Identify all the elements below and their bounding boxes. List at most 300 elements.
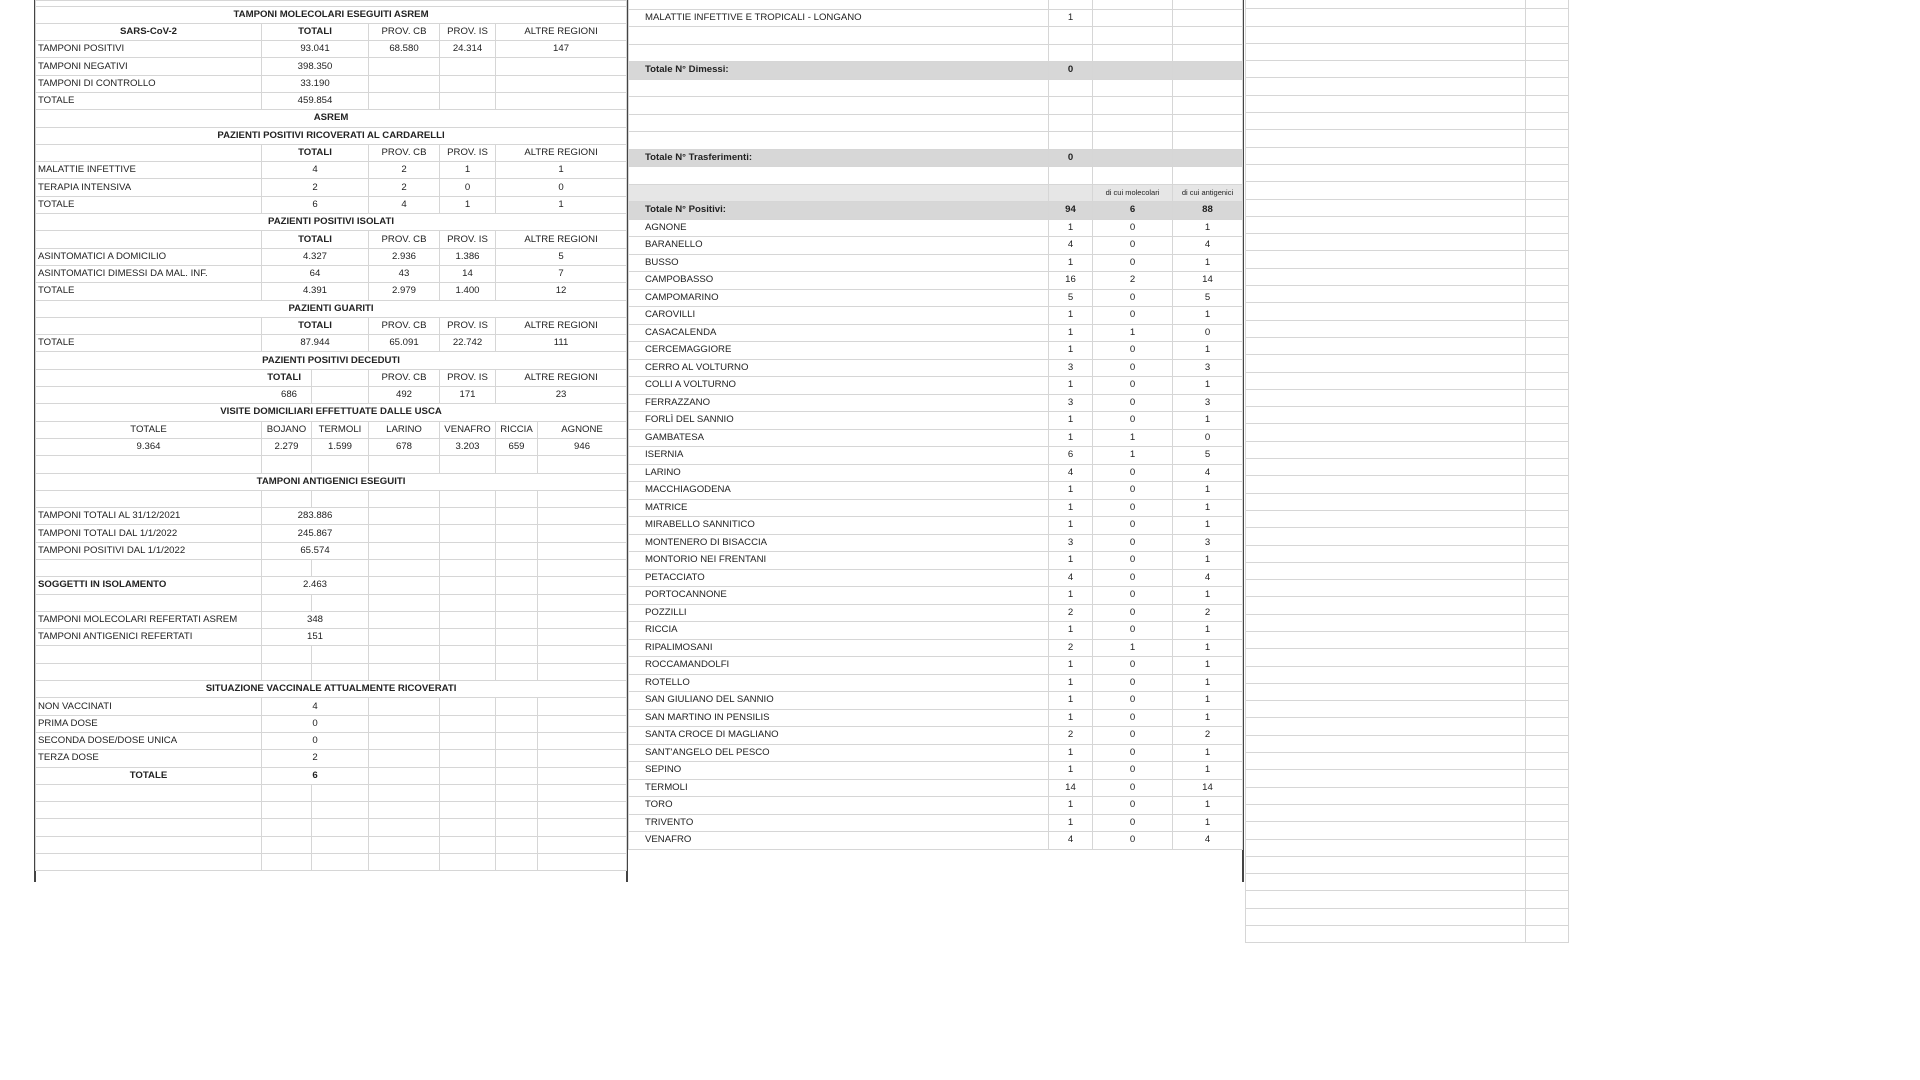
comune-antigenici: 1: [1173, 254, 1243, 272]
cell-value: 12: [496, 283, 627, 300]
empty-row: [1246, 926, 1569, 943]
col-header-prov-cb: PROV. CB: [369, 23, 440, 40]
empty-row: [1246, 666, 1569, 683]
comune-name: ROTELLO: [629, 674, 1049, 692]
ricoverati-header-row: [36, 144, 627, 161]
comune-name: PORTOCANNONE: [629, 587, 1049, 605]
comune-molecolari: 0: [1093, 499, 1173, 517]
comune-total: 1: [1049, 517, 1093, 535]
table-row: [629, 0, 1243, 9]
empty-row: [1246, 234, 1569, 251]
molecolari-header-row: [36, 23, 627, 40]
comune-antigenici: 1: [1173, 657, 1243, 675]
comune-antigenici: 0: [1173, 429, 1243, 447]
cell-value: 87.944: [262, 335, 369, 352]
table-row: [36, 265, 627, 282]
comune-row: [629, 412, 1243, 430]
comune-row: [629, 324, 1243, 342]
comune-antigenici: 1: [1173, 674, 1243, 692]
cell-value: 22.742: [440, 335, 496, 352]
positivi-molecolari: 6: [1093, 202, 1173, 220]
comune-antigenici: 14: [1173, 779, 1243, 797]
comune-molecolari: 0: [1093, 342, 1173, 360]
comune-name: ISERNIA: [629, 447, 1049, 465]
cell-value: 65.091: [369, 335, 440, 352]
comune-total: 1: [1049, 412, 1093, 430]
positivi-total: 94: [1049, 202, 1093, 220]
table-row: [36, 611, 627, 628]
comune-antigenici: 1: [1173, 482, 1243, 500]
empty-row: [36, 854, 627, 871]
comune-antigenici: 1: [1173, 377, 1243, 395]
comune-name: CERCEMAGGIORE: [629, 342, 1049, 360]
comune-antigenici: 4: [1173, 464, 1243, 482]
comune-total: 1: [1049, 657, 1093, 675]
empty-row: [36, 594, 627, 611]
deceduti-title-row: [36, 352, 627, 369]
comune-name: CAROVILLI: [629, 307, 1049, 325]
cell-value: 1: [440, 196, 496, 213]
virus-label: SARS-CoV-2: [36, 23, 262, 40]
comune-name: BUSSO: [629, 254, 1049, 272]
empty-row: [1246, 303, 1569, 320]
cell-value: 659: [496, 438, 538, 455]
comune-name: MONTORIO NEI FRENTANI: [629, 552, 1049, 570]
comune-row: [629, 552, 1243, 570]
col-header-termoli: TERMOLI: [312, 421, 369, 438]
isolamento-row: [36, 577, 627, 594]
comune-total: 1: [1049, 219, 1093, 237]
cell-value: 2.936: [369, 248, 440, 265]
col-header-prov-is: PROV. IS: [440, 317, 496, 334]
col-header-totali: TOTALI: [262, 231, 369, 248]
comune-antigenici: 5: [1173, 289, 1243, 307]
comune-antigenici: 1: [1173, 342, 1243, 360]
empty-row: [1246, 113, 1569, 130]
table-row: [36, 92, 627, 109]
comune-total: 6: [1049, 447, 1093, 465]
comune-molecolari: 1: [1093, 639, 1173, 657]
col-header-altre-regioni: ALTRE REGIONI: [496, 231, 627, 248]
empty-row: [1246, 372, 1569, 389]
empty-row: [1246, 424, 1569, 441]
comune-row: [629, 674, 1243, 692]
empty-row: [1246, 649, 1569, 666]
comune-molecolari: 0: [1093, 797, 1173, 815]
cell-value: 4.327: [262, 248, 369, 265]
row-label: TAMPONI MOLECOLARI REFERTATI ASREM: [36, 611, 262, 628]
empty-row: [629, 167, 1243, 185]
cell-value: 348: [262, 611, 369, 628]
asrem-row: [36, 110, 627, 127]
empty-row: [1246, 804, 1569, 821]
comune-row: [629, 727, 1243, 745]
comune-row: [629, 289, 1243, 307]
comune-molecolari: 0: [1093, 412, 1173, 430]
comune-total: 2: [1049, 727, 1093, 745]
table-row: [36, 629, 627, 646]
comune-antigenici: 1: [1173, 797, 1243, 815]
col-header-totali: TOTALI: [262, 144, 369, 161]
comune-name: RICCIA: [629, 622, 1049, 640]
empty-row: [1246, 701, 1569, 718]
col-header-totale: TOTALE: [36, 421, 262, 438]
left-report-sheet: [35, 0, 626, 882]
cell-value: 245.867: [262, 525, 369, 542]
right-report-table: [628, 0, 1243, 850]
cell-value: 2: [369, 179, 440, 196]
deceduti-header-row: [36, 369, 627, 386]
comune-name: CAMPOMARINO: [629, 289, 1049, 307]
comune-molecolari: 0: [1093, 569, 1173, 587]
visite-header-row: [36, 421, 627, 438]
cell-value: 64: [262, 265, 369, 282]
col-header-prov-is: PROV. IS: [440, 369, 496, 386]
empty-row: [1246, 874, 1569, 891]
col-header-altre-regioni: ALTRE REGIONI: [496, 23, 627, 40]
empty-row: [1246, 268, 1569, 285]
isolamento-value: 2.463: [262, 577, 369, 594]
row-label: TAMPONI TOTALI AL 31/12/2021: [36, 508, 262, 525]
comune-molecolari: 0: [1093, 219, 1173, 237]
cell-value: 2: [262, 179, 369, 196]
comune-antigenici: 4: [1173, 569, 1243, 587]
empty-row: [629, 44, 1243, 62]
comune-row: [629, 779, 1243, 797]
empty-row: [1246, 614, 1569, 631]
row-label: NON VACCINATI: [36, 698, 262, 715]
comune-name: BARANELLO: [629, 237, 1049, 255]
cell-value: 1.400: [440, 283, 496, 300]
comune-molecolari: 2: [1093, 272, 1173, 290]
comune-row: [629, 744, 1243, 762]
table-row: [36, 715, 627, 732]
comune-row: [629, 709, 1243, 727]
comune-row: [629, 832, 1243, 850]
cell-value: 33.190: [262, 75, 369, 92]
empty-row: [36, 819, 627, 836]
cell-value: 7: [496, 265, 627, 282]
col-header-agnone: AGNONE: [538, 421, 627, 438]
comune-total: 1: [1049, 814, 1093, 832]
comune-molecolari: 0: [1093, 359, 1173, 377]
cell-value: 24.314: [440, 41, 496, 58]
table-row: [36, 698, 627, 715]
comune-name: AGNONE: [629, 219, 1049, 237]
empty-row: [1246, 718, 1569, 735]
comune-total: 1: [1049, 622, 1093, 640]
comune-total: 4: [1049, 237, 1093, 255]
cell-value: 14: [440, 265, 496, 282]
cell-value: 9.364: [36, 438, 262, 455]
cell-value: 0: [262, 715, 369, 732]
col-header-prov-cb: PROV. CB: [369, 231, 440, 248]
empty-row: [36, 646, 627, 663]
comune-name: GAMBATESA: [629, 429, 1049, 447]
trasferimenti-label: Totale N° Trasferimenti:: [629, 149, 1049, 167]
comune-name: VENAFRO: [629, 832, 1049, 850]
cell-value: 678: [369, 438, 440, 455]
comune-total: 1: [1049, 377, 1093, 395]
cell-value: 4: [262, 698, 369, 715]
empty-row: [36, 456, 627, 473]
dimessi-label: Totale N° Dimessi:: [629, 62, 1049, 80]
comune-name: TORO: [629, 797, 1049, 815]
cell-value: 946: [538, 438, 627, 455]
empty-row: [1246, 891, 1569, 908]
vaccinale-total-label: TOTALE: [36, 767, 262, 784]
comune-name: SAN GIULIANO DEL SANNIO: [629, 692, 1049, 710]
empty-row: [36, 490, 627, 507]
ricoverati-title-row: [36, 127, 627, 144]
longano-row: [629, 9, 1243, 27]
table-row: [36, 750, 627, 767]
comune-name: POZZILLI: [629, 604, 1049, 622]
comune-name: CERRO AL VOLTURNO: [629, 359, 1049, 377]
comune-total: 4: [1049, 569, 1093, 587]
cell-value: 492: [369, 387, 440, 404]
row-label: TERZA DOSE: [36, 750, 262, 767]
cell-value: 23: [496, 387, 627, 404]
cell-value: 93.041: [262, 41, 369, 58]
empty-row: [629, 132, 1243, 150]
comune-name: FERRAZZANO: [629, 394, 1049, 412]
empty-row: [1246, 839, 1569, 856]
empty-row: [1246, 199, 1569, 216]
col-header-prov-is: PROV. IS: [440, 23, 496, 40]
comune-row: [629, 464, 1243, 482]
dimessi-value: 0: [1049, 62, 1093, 80]
comune-total: 1: [1049, 307, 1093, 325]
row-label: ASINTOMATICI DIMESSI DA MAL. INF.: [36, 265, 262, 282]
comune-antigenici: 1: [1173, 517, 1243, 535]
comune-row: [629, 377, 1243, 395]
cell-value: 4: [369, 196, 440, 213]
col-header-bojano: BOJANO: [262, 421, 312, 438]
row-label: TOTALE: [36, 92, 262, 109]
empty-row: [1246, 130, 1569, 147]
comune-row: [629, 499, 1243, 517]
comune-row: [629, 517, 1243, 535]
comune-antigenici: 3: [1173, 359, 1243, 377]
vaccinale-title-row: [36, 681, 627, 698]
comune-total: 3: [1049, 534, 1093, 552]
cell-value: 4: [262, 162, 369, 179]
asrem-label: ASREM: [36, 110, 627, 127]
comune-row: [629, 639, 1243, 657]
row-label: TAMPONI TOTALI DAL 1/1/2022: [36, 525, 262, 542]
empty-row: [1246, 78, 1569, 95]
comune-molecolari: 0: [1093, 762, 1173, 780]
comune-antigenici: 1: [1173, 709, 1243, 727]
comune-row: [629, 762, 1243, 780]
table-row: [36, 179, 627, 196]
cell-value: 398.350: [262, 58, 369, 75]
cell-value: 2: [262, 750, 369, 767]
cell-value: 0: [440, 179, 496, 196]
table-row: [36, 438, 627, 455]
antigenici-title: TAMPONI ANTIGENICI ESEGUITI: [36, 473, 627, 490]
comune-row: [629, 692, 1243, 710]
comune-row: [629, 272, 1243, 290]
empty-row: [1246, 251, 1569, 268]
comune-antigenici: 1: [1173, 552, 1243, 570]
comune-total: 1: [1049, 587, 1093, 605]
comune-antigenici: 1: [1173, 814, 1243, 832]
comune-row: [629, 254, 1243, 272]
row-label: TAMPONI ANTIGENICI REFERTATI: [36, 629, 262, 646]
row-label: MALATTIE INFETTIVE: [36, 162, 262, 179]
table-row: [36, 162, 627, 179]
guariti-title-row: [36, 300, 627, 317]
comune-total: 1: [1049, 482, 1093, 500]
comune-molecolari: 0: [1093, 744, 1173, 762]
comune-molecolari: 1: [1093, 447, 1173, 465]
vaccinale-title: SITUAZIONE VACCINALE ATTUALMENTE RICOVERATI: [36, 681, 627, 698]
comune-name: MONTENERO DI BISACCIA: [629, 534, 1049, 552]
empty-row: [1246, 510, 1569, 527]
comune-total: 1: [1049, 499, 1093, 517]
col-header-totali: TOTALI: [262, 23, 369, 40]
table-row: [36, 58, 627, 75]
antigenici-title-row: [36, 473, 627, 490]
empty-row: [1246, 320, 1569, 337]
empty-row: [1246, 545, 1569, 562]
comune-total: 1: [1049, 762, 1093, 780]
cell-value: 1: [496, 162, 627, 179]
col-header-larino: LARINO: [369, 421, 440, 438]
cell-value: 1: [1049, 9, 1093, 27]
vaccinale-total-value: 6: [262, 767, 369, 784]
cell-value: 151: [262, 629, 369, 646]
row-label: TOTALE: [36, 335, 262, 352]
comune-antigenici: 0: [1173, 324, 1243, 342]
empty-row: [1246, 822, 1569, 839]
far-right-sheet: [1245, 0, 1568, 882]
sub-header-molecolari: di cui molecolari: [1093, 184, 1173, 202]
empty-row: [1246, 286, 1569, 303]
comune-name: SANTA CROCE DI MAGLIANO: [629, 727, 1049, 745]
comune-total: 1: [1049, 429, 1093, 447]
col-header-totali: TOTALI: [36, 369, 312, 386]
comune-molecolari: 0: [1093, 289, 1173, 307]
trasferimenti-value: 0: [1049, 149, 1093, 167]
empty-row: [1246, 562, 1569, 579]
comune-molecolari: 0: [1093, 307, 1173, 325]
comune-molecolari: 0: [1093, 604, 1173, 622]
empty-row: [36, 836, 627, 853]
comune-name: RIPALIMOSANI: [629, 639, 1049, 657]
comune-row: [629, 657, 1243, 675]
col-header-prov-cb: PROV. CB: [369, 144, 440, 161]
comune-row: [629, 342, 1243, 360]
cell-value: 5: [496, 248, 627, 265]
comune-row: [629, 307, 1243, 325]
comune-molecolari: 0: [1093, 622, 1173, 640]
comune-name: COLLI A VOLTURNO: [629, 377, 1049, 395]
comune-total: 14: [1049, 779, 1093, 797]
comune-total: 3: [1049, 394, 1093, 412]
comune-molecolari: 0: [1093, 394, 1173, 412]
cell-value: 3.203: [440, 438, 496, 455]
empty-row: [1246, 631, 1569, 648]
table-row: [36, 387, 627, 404]
empty-row: [36, 784, 627, 801]
comune-molecolari: 0: [1093, 517, 1173, 535]
comune-molecolari: 0: [1093, 587, 1173, 605]
comune-antigenici: 1: [1173, 744, 1243, 762]
empty-row: [1246, 389, 1569, 406]
comune-row: [629, 534, 1243, 552]
empty-row: [36, 663, 627, 680]
left-report-table: [35, 0, 627, 871]
comune-antigenici: 1: [1173, 499, 1243, 517]
row-label: TERAPIA INTENSIVA: [36, 179, 262, 196]
empty-row: [1246, 95, 1569, 112]
comune-row: [629, 482, 1243, 500]
comune-molecolari: 0: [1093, 832, 1173, 850]
cell-value: 171: [440, 387, 496, 404]
empty-row: [1246, 735, 1569, 752]
table-row: [36, 41, 627, 58]
comune-name: PETACCIATO: [629, 569, 1049, 587]
molecolari-title: TAMPONI MOLECOLARI ESEGUITI ASREM: [36, 6, 627, 23]
sub-header-antigenici: di cui antigenici: [1173, 184, 1243, 202]
table-row: [36, 196, 627, 213]
comune-antigenici: 5: [1173, 447, 1243, 465]
comune-name: LARINO: [629, 464, 1049, 482]
empty-row: [1246, 580, 1569, 597]
comune-row: [629, 359, 1243, 377]
empty-row: [1246, 9, 1569, 26]
comune-molecolari: 0: [1093, 377, 1173, 395]
row-label: PRIMA DOSE: [36, 715, 262, 732]
isolamento-label: SOGGETTI IN ISOLAMENTO: [36, 577, 262, 594]
comune-antigenici: 4: [1173, 237, 1243, 255]
comune-molecolari: 1: [1093, 324, 1173, 342]
empty-row: [1246, 43, 1569, 60]
empty-row: [1246, 787, 1569, 804]
comune-name: ROCCAMANDOLFI: [629, 657, 1049, 675]
empty-row: [36, 560, 627, 577]
cell-value: 2: [369, 162, 440, 179]
deceduti-title: PAZIENTI POSITIVI DECEDUTI: [36, 352, 627, 369]
comune-total: 2: [1049, 639, 1093, 657]
comune-row: [629, 814, 1243, 832]
comune-antigenici: 1: [1173, 762, 1243, 780]
cell-value: 1.386: [440, 248, 496, 265]
empty-row: [1246, 459, 1569, 476]
empty-row: [1246, 597, 1569, 614]
comune-antigenici: 1: [1173, 587, 1243, 605]
cell-value: 1.599: [312, 438, 369, 455]
empty-row: [1246, 182, 1569, 199]
cell-value: 111: [496, 335, 627, 352]
col-header-prov-cb: PROV. CB: [369, 369, 440, 386]
comune-molecolari: 0: [1093, 464, 1173, 482]
comune-molecolari: 0: [1093, 534, 1173, 552]
guariti-header-row: [36, 317, 627, 334]
comune-name: SEPINO: [629, 762, 1049, 780]
comune-antigenici: 2: [1173, 604, 1243, 622]
empty-row: [1246, 61, 1569, 78]
empty-row: [1246, 147, 1569, 164]
empty-row: [629, 79, 1243, 97]
sub-header-row: [629, 184, 1243, 202]
comune-name: CASACALENDA: [629, 324, 1049, 342]
empty-row: [1246, 528, 1569, 545]
row-label: TAMPONI POSITIVI: [36, 41, 262, 58]
